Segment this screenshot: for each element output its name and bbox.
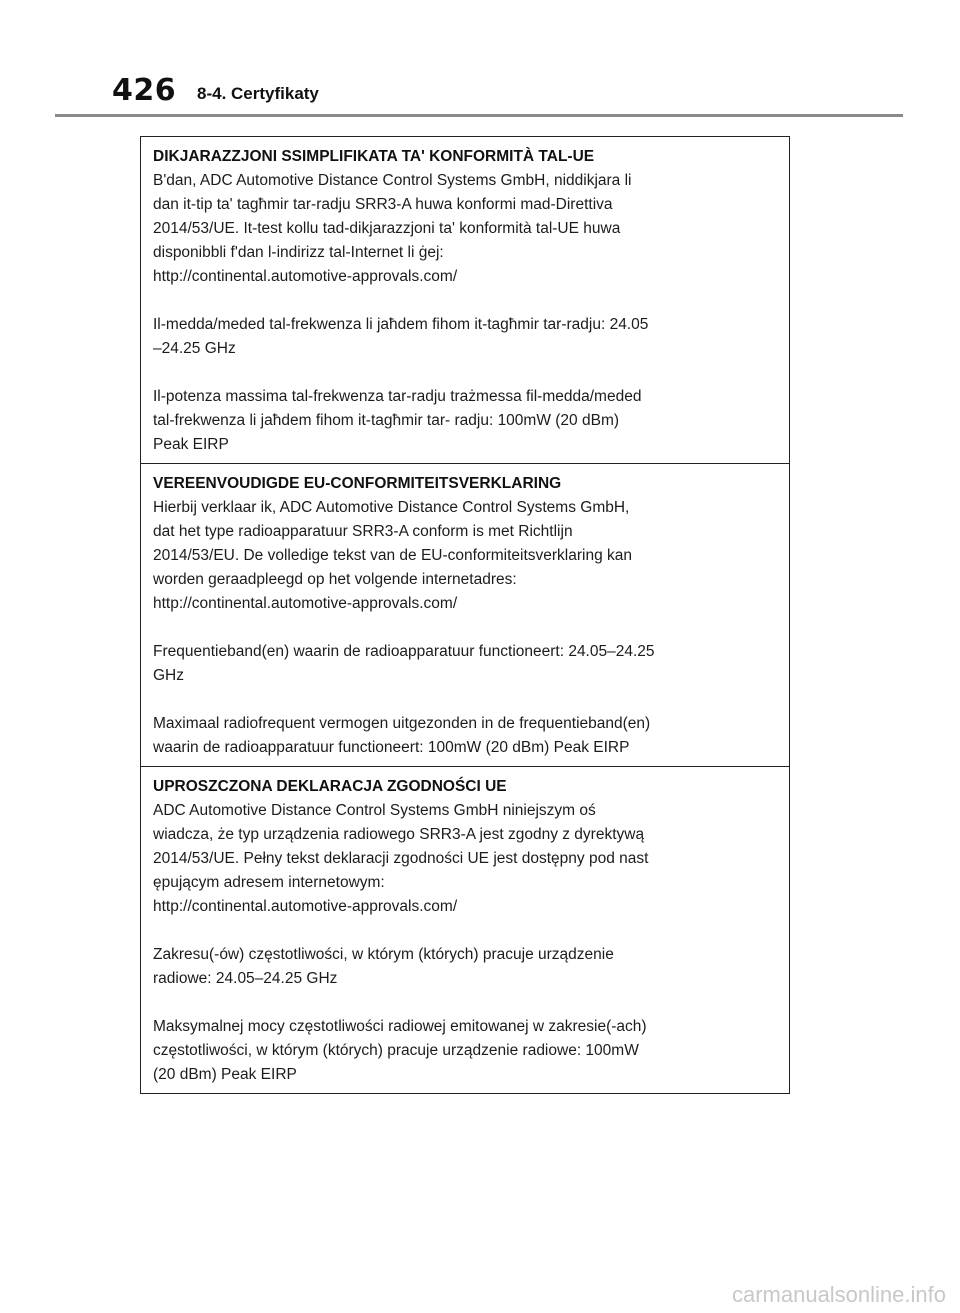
power-line: Il-potenza massima tal-frekwenza tar-radju trażmessa fil-medda/meded	[153, 388, 642, 405]
statement-line: worden geraadpleegd op het volgende internetadres:	[153, 571, 517, 588]
certificate-table	[140, 136, 790, 1094]
section-title: 8-4. Certyfikaty	[197, 84, 319, 103]
statement-line: ADC Automotive Distance Control Systems GmbH niniejszym oś	[153, 802, 596, 819]
power-line: częstotliwości, w którym (których) pracuje urządzenie radiowe: 100mW	[153, 1042, 639, 1059]
approval-url: http://continental.automotive-approvals.com/	[153, 595, 458, 612]
power-line: (20 dBm) Peak EIRP	[153, 1066, 297, 1083]
paragraph-gap	[153, 919, 779, 943]
header-divider	[55, 114, 903, 117]
statement-line: ępującym adresem internetowym:	[153, 874, 385, 891]
statement-line: 2014/53/UE. It-test kollu tad-dikjarazzjoni ta' konformità tal-UE huwa	[153, 220, 621, 237]
paragraph-gap	[153, 361, 779, 385]
certificate-block-polish	[141, 766, 789, 1093]
statement-line: dan it-tip ta' tagħmir tar-radju SRR3-A huwa konformi mad-Direttiva	[153, 196, 613, 213]
power-line: waarin de radioapparatuur functioneert: 100mW (20 dBm) Peak EIRP	[153, 739, 630, 756]
statement-line: dat het type radioapparatuur SRR3-A conform is met Richtlijn	[153, 523, 573, 540]
certificate-block-dutch	[141, 463, 789, 766]
statement-line: disponibbli f'dan l-indirizz tal-Internet li ġej:	[153, 244, 444, 261]
frequency-line: radiowe: 24.05–24.25 GHz	[153, 970, 338, 987]
certificate-heading: DIKJARAZZJONI SSIMPLIFIKATA TA' KONFORMITÀ TAL-UE	[153, 148, 595, 165]
paragraph-gap	[153, 991, 779, 1015]
frequency-line: –24.25 GHz	[153, 340, 236, 357]
footer-watermark: carmanualsonline.info	[731, 1282, 946, 1307]
power-line: Maximaal radiofrequent vermogen uitgezonden in de frequentieband(en)	[153, 715, 651, 732]
statement-line: wiadcza, że typ urządzenia radiowego SRR3-A jest zgodny z dyrektywą	[153, 826, 645, 843]
certificate-heading: UPROSZCZONA DEKLARACJA ZGODNOŚCI UE	[153, 778, 507, 795]
frequency-line: Zakresu(-ów) częstotliwości, w którym (których) pracuje urządzenie	[153, 946, 614, 963]
approval-url: http://continental.automotive-approvals.com/	[153, 898, 458, 915]
statement-line: B'dan, ADC Automotive Distance Control Systems GmbH, niddikjara li	[153, 172, 632, 189]
power-line: tal-frekwenza li jaħdem fihom it-tagħmir tar- radju: 100mW (20 dBm)	[153, 412, 620, 429]
power-line: Maksymalnej mocy częstotliwości radiowej emitowanej w zakresie(-ach)	[153, 1018, 647, 1035]
certificate-heading: VEREENVOUDIGDE EU-CONFORMITEITSVERKLARING	[153, 475, 562, 492]
paragraph-gap	[153, 289, 779, 313]
statement-line: 2014/53/EU. De volledige tekst van de EU-conformiteitsverklaring kan	[153, 547, 633, 564]
frequency-line: Il-medda/meded tal-frekwenza li jaħdem fihom it-tagħmir tar-radju: 24.05	[153, 316, 649, 333]
page-number: 426	[112, 73, 177, 108]
frequency-line: Frequentieband(en) waarin de radioapparatuur functioneert: 24.05–24.25	[153, 643, 655, 660]
paragraph-gap	[153, 616, 779, 640]
paragraph-gap	[153, 688, 779, 712]
frequency-line: GHz	[153, 667, 184, 684]
power-line: Peak EIRP	[153, 436, 229, 453]
statement-line: Hierbij verklaar ik, ADC Automotive Distance Control Systems GmbH,	[153, 499, 630, 516]
statement-line: 2014/53/UE. Pełny tekst deklaracji zgodności UE jest dostępny pod nast	[153, 850, 649, 867]
approval-url: http://continental.automotive-approvals.com/	[153, 268, 458, 285]
page-header	[0, 0, 960, 120]
certificate-block-maltese	[141, 137, 789, 463]
